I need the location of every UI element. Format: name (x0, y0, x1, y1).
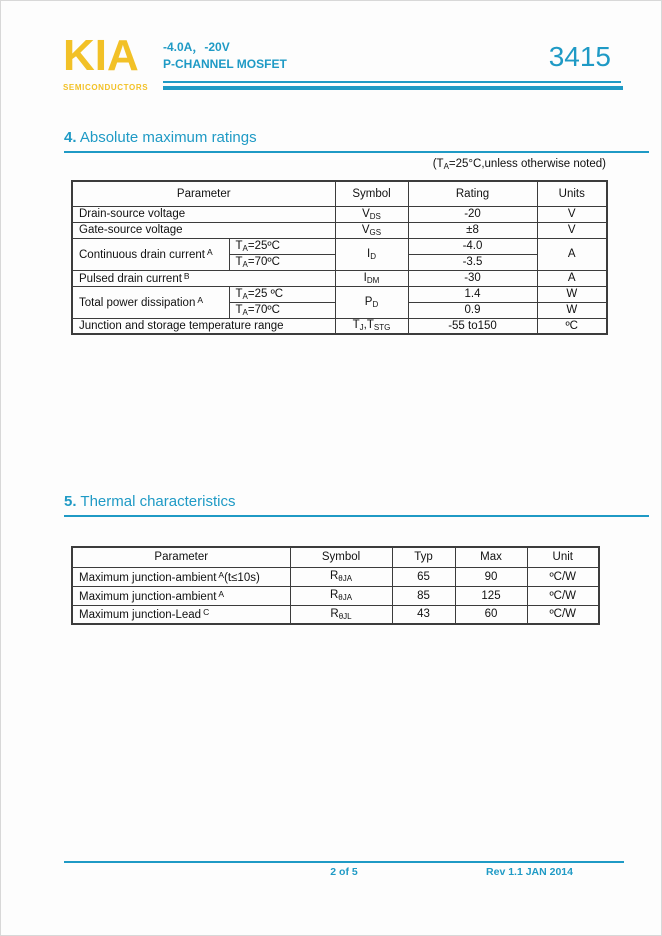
symbol-cell: $V_{GS}$ (335, 222, 408, 238)
col-header-symbol: Symbol (335, 181, 408, 206)
param-cell: Maximum junction-ambient $^A$ (72, 586, 290, 605)
max-cell: 60 (455, 605, 527, 624)
col-header-symbol: Symbol (290, 547, 392, 567)
section-text: Thermal characteristics (76, 493, 236, 510)
col-header-rating: Rating (408, 181, 537, 206)
units-cell: V (537, 206, 607, 222)
table-row (72, 567, 599, 586)
param-cell: Pulsed drain current $^B$ (72, 270, 335, 286)
param-cell: Maximum junction-ambient $^A$(t≤10s) (72, 567, 290, 586)
part-rating-line: -4.0A，-20V (163, 40, 230, 54)
note-pre: (T (432, 158, 444, 170)
max-cell: 90 (455, 567, 527, 586)
symbol-cell: $I_D$ (335, 238, 408, 270)
symbol-cell: $R_{\theta JL}$ (290, 605, 392, 624)
col-header-typ: Typ (392, 547, 455, 567)
max-cell: 125 (455, 586, 527, 605)
section-title-absolute-maximum-ratings (64, 129, 649, 153)
units-cell: ºC (537, 318, 607, 334)
section-title-thermal-characteristics (64, 493, 649, 517)
col-header-unit: Unit (527, 547, 599, 567)
unit-cell: ºC/W (527, 605, 599, 624)
typ-cell: 65 (392, 567, 455, 586)
symbol-cell: $I_{DM}$ (335, 270, 408, 286)
col-header-parameter: Parameter (72, 547, 290, 567)
condition-cell: $T_A=25$ ºC (229, 286, 335, 302)
col-header-parameter: Parameter (72, 181, 335, 206)
part-number: 3415 (548, 41, 611, 72)
unit-cell: ºC/W (527, 586, 599, 605)
abs-max-ratings-table (71, 180, 608, 335)
symbol-cell: $R_{\theta JA}$ (290, 586, 392, 605)
table-row (72, 222, 607, 238)
rating-cell: 0.9 (408, 302, 537, 318)
table-row (72, 286, 607, 302)
rating-cell: 1.4 (408, 286, 537, 302)
kia-logo: KIA (63, 31, 139, 80)
rating-cell: -55 to150 (408, 318, 537, 334)
rating-cell: -4.0 (408, 238, 537, 254)
typ-cell: 43 (392, 605, 455, 624)
table-header-row (72, 547, 599, 567)
footer-rule (64, 861, 624, 863)
symbol-cell: $P_D$ (335, 286, 408, 318)
thermal-characteristics-table (71, 546, 600, 625)
unit-cell: ºC/W (527, 567, 599, 586)
kia-logo-subtext: SEMICONDUCTORS (63, 83, 149, 92)
col-header-max: Max (455, 547, 527, 567)
condition-cell: $T_A=70ºC$ (229, 302, 335, 318)
section-text: Absolute maximum ratings (76, 129, 257, 146)
part-summary (163, 39, 287, 73)
note-post: =25°C,unless otherwise noted) (448, 158, 606, 170)
part-type-line: P-CHANNEL MOSFET (163, 57, 287, 71)
param-cell: Gate-source voltage (72, 222, 335, 238)
condition-cell: $T_A=70ºC$ (229, 254, 335, 270)
rating-cell: -3.5 (408, 254, 537, 270)
table-row (72, 605, 599, 624)
units-cell: W (537, 286, 607, 302)
table-row (72, 238, 607, 254)
rating-cell: ±8 (408, 222, 537, 238)
table-header-row (72, 181, 607, 206)
rating-cell: -20 (408, 206, 537, 222)
param-cell: Continuous drain current $^A$ (72, 238, 229, 270)
units-cell: W (537, 302, 607, 318)
table-row (72, 318, 607, 334)
rating-cell: -30 (408, 270, 537, 286)
header-rule-thick (163, 86, 623, 90)
section-number: 5. (64, 493, 77, 510)
units-cell: A (537, 270, 607, 286)
table-row (72, 270, 607, 286)
param-cell: Drain-source voltage (72, 206, 335, 222)
symbol-cell: $R_{\theta JA}$ (290, 567, 392, 586)
condition-cell: $T_A=25ºC$ (229, 238, 335, 254)
units-cell: V (537, 222, 607, 238)
note-sub: A (443, 162, 449, 171)
table-row (72, 206, 607, 222)
conditions-note (71, 158, 606, 171)
section-number: 4. (64, 129, 77, 146)
revision-label: Rev 1.1 JAN 2014 (486, 866, 573, 878)
col-header-units: Units (537, 181, 607, 206)
param-cell: Junction and storage temperature range (72, 318, 335, 334)
units-cell: A (537, 238, 607, 270)
table-row (72, 586, 599, 605)
typ-cell: 85 (392, 586, 455, 605)
symbol-cell: $T_J,T_{STG}$ (335, 318, 408, 334)
param-cell: Maximum junction-Lead $^C$ (72, 605, 290, 624)
symbol-cell: $V_{DS}$ (335, 206, 408, 222)
page-number: 2 of 5 (330, 866, 358, 878)
param-cell: Total power dissipation $^A$ (72, 286, 229, 318)
header-rule-thin (163, 81, 621, 83)
